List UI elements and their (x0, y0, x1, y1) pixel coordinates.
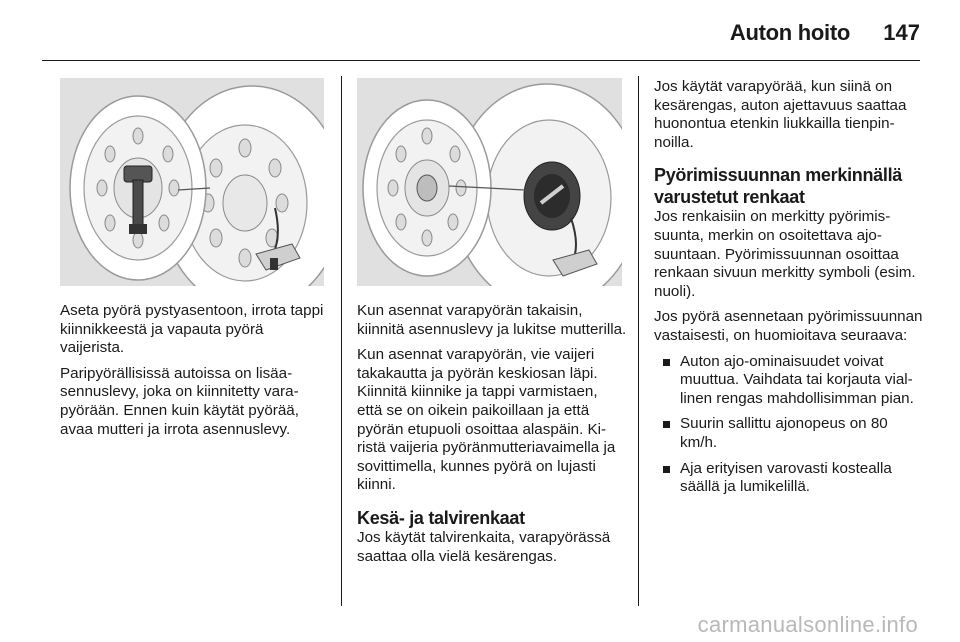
paragraph: Jos käytät varapyörää, kun siinä on kesärengas, auton ajettavuus saattaa huonontua etenkin liukkailla tienpinnoilla. (654, 78, 907, 151)
page-number: 147 (883, 20, 920, 45)
section-heading: Kesä- ja talvirenkaat (357, 507, 525, 528)
paragraph: Kun asennat varapyörän takaisin, kiinnitä asennuslevy ja lukitse mutterilla. (357, 302, 627, 338)
bullet-square-icon (663, 359, 670, 366)
column-divider-1 (341, 76, 342, 606)
paragraph: Kun asennat varapyörän, vie vaijeri takakautta ja pyörän keskiosan läpi. Kiinnitä kiinnike ja tappi varmistaen, että se on oikein paikoillaan ja että pyörän etupuoli osoittaa alaspäin. Kiristä vaijeria pyöränmutteriavaimella ja sovittimella, kunnes pyörä on lujasti kiinni. (357, 346, 616, 494)
list-item: Aja erityisen varovasti kostealla säällä ja lumikelillä. (654, 460, 924, 497)
header-divider (42, 60, 920, 61)
column-divider-2 (638, 76, 639, 606)
paragraph: Paripyörällisissä autoissa on lisäasennuslevy, joka on kiinnitetty varapyörään. Ennen kuin käytät pyörää, avaa mutteri ja irrota asennuslevy. (60, 364, 299, 438)
paragraph: Jos renkaisiin on merkitty pyörimissuunta, merkin on osoitettava ajosuuntaan. Pyörimissuunnan osoittaa renkaan sivuun merkitty symboli (esim. nuoli). (654, 208, 916, 300)
paragraph: Aseta pyörä pystyasentoon, irrota tappi kiinnikkeestä ja vapauta pyörä vaijerista. (60, 302, 324, 357)
watermark: carmanualsonline.info (697, 612, 918, 637)
column-2 (357, 302, 627, 573)
paragraph: Jos pyörä asennetaan pyörimissuunnan vastaisesti, on huomioitava seuraava: (654, 308, 923, 344)
spare-wheel-release-illustration (60, 78, 324, 286)
column-1 (60, 302, 326, 446)
wheel-pin-icon (60, 78, 324, 286)
section-title: Auton hoito (729, 20, 850, 45)
bullet-square-icon (663, 421, 670, 428)
page-header (0, 0, 960, 60)
bullet-list (654, 353, 924, 497)
paragraph: Jos käytät talvirenkaita, varapyörässä saattaa olla vielä kesärengas. (357, 528, 611, 565)
spare-wheel-reinstall-illustration (357, 78, 622, 286)
list-item: Suurin sallittu ajonopeus on 80 km/h. (654, 415, 924, 452)
bullet-square-icon (663, 466, 670, 473)
list-item: Auton ajo-ominaisuudet voivat muuttua. Vaihdata tai korjauta viallinen rengas mahdollisimman pian. (654, 353, 924, 409)
column-3 (654, 78, 924, 504)
section-heading: Pyörimissuunnan merkinnällä varustetut renkaat (654, 165, 902, 208)
mounting-plate-icon (357, 78, 622, 286)
